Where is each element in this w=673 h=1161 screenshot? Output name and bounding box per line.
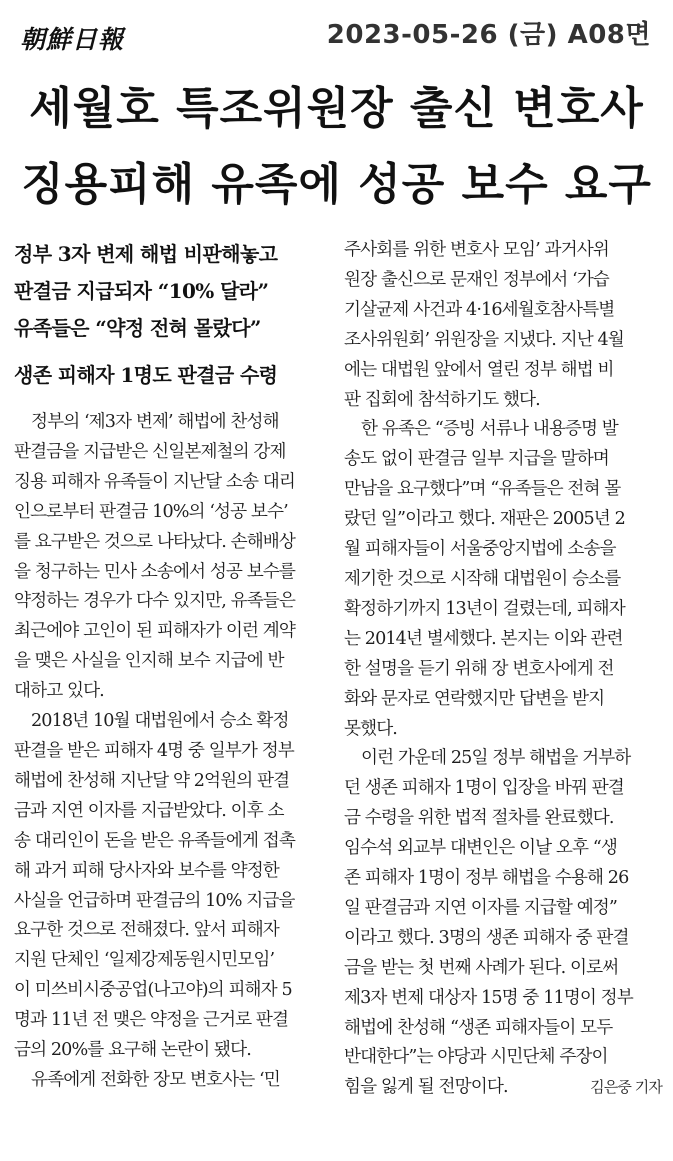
body-line: 판 집회에 참석하기도 했다.	[344, 389, 540, 410]
body-line: 요구한 것으로 전해졌다. 앞서 피해자	[14, 920, 279, 941]
body-line: 존 피해자 1명이 정부 해법을 수용해 26	[344, 868, 629, 889]
body-line: 만남을 요구했다”며 “유족들은 전혀 몰	[344, 479, 621, 500]
body-line: 약정하는 경우가 다수 있지만, 유족들은	[14, 591, 295, 612]
headline-line-1: 세월호 특조위원장 출신 변호사	[29, 83, 644, 134]
body-line: 2018년 10월 대법원에서 승소 확정	[31, 711, 289, 732]
body-line: 제3자 변제 대상자 15명 중 11명이 정부	[344, 987, 633, 1008]
body-line: 기살균제 사건과 4·16세월호참사특별	[344, 299, 615, 320]
body-line: 조사위원회’ 위원장을 지냈다. 지난 4월	[344, 329, 624, 350]
body-line: 송도 없이 판결금 일부 지급을 말하며	[344, 449, 609, 470]
body-line: 금을 받는 첫 번째 사례가 된다. 이로써	[344, 957, 619, 978]
body-line: 해 과거 피해 당사자와 보수를 약정한	[14, 860, 279, 881]
headline-line-2: 징용피해 유족에 성공 보수 요구	[21, 159, 652, 210]
body-line: 금의 20%를 요구해 논란이 됐다.	[14, 1040, 251, 1061]
body-line: 정부의 ‘제3자 변제’ 해법에 찬성해	[31, 412, 279, 432]
body-line: 대하고 있다.	[14, 681, 104, 702]
body-line: 일 판결금과 지연 이자를 지급할 예정”	[344, 897, 617, 918]
reporter-byline: 김은중 기자	[590, 1078, 662, 1097]
body-line: 던 생존 피해자 1명이 입장을 바꿔 판결	[344, 778, 624, 799]
body-line: 이 미쓰비시중공업(나고야)의 피해자 5	[14, 980, 292, 1001]
issue-date: 2023-05-26 (금) A08면	[326, 20, 651, 50]
body-line: 금과 지연 이자를 지급받았다. 이후 소	[14, 800, 284, 821]
body-line: 해법에 찬성해 “생존 피해자들이 모두	[344, 1017, 613, 1038]
body-line: 확정하기까지 13년이 걸렸는데, 피해자	[344, 598, 625, 619]
subhead-line: 생존 피해자 1명도 판결금 수령	[14, 363, 278, 387]
body-line: 는 2014년 별세했다. 본지는 이와 관련	[344, 628, 623, 649]
body-line: 금 수령을 위한 법적 절차를 완료했다.	[344, 808, 614, 829]
body-line: 명과 11년 전 맺은 약정을 근거로 판결	[14, 1010, 289, 1031]
article-column-right	[344, 236, 666, 1156]
body-line: 을 맺은 사실을 인지해 보수 지급에 반	[14, 651, 284, 672]
body-line: 한 설명을 듣기 위해 장 변호사에게 전	[344, 658, 614, 679]
body-line: 를 요구받은 것으로 나타났다. 손해배상	[14, 531, 295, 552]
body-line: 한 유족은 “증빙 서류나 내용증명 발	[361, 419, 618, 440]
subhead-line: 정부 3자 변제 해법 비판해놓고	[14, 242, 278, 266]
body-line: 최근에야 고인이 된 피해자가 이런 계약	[14, 621, 295, 642]
body-line: 에는 대법원 앞에서 열린 정부 해법 비	[344, 359, 614, 380]
body-line: 원장 출신으로 문재인 정부에서 ‘가습	[344, 269, 609, 290]
body-line: 화와 문자로 연락했지만 답변을 받지	[344, 688, 605, 709]
body-line: 사실을 언급하며 판결금의 10% 지급을	[14, 890, 295, 911]
body-line: 이런 가운데 25일 정부 해법을 거부하	[361, 748, 631, 769]
body-line: 지원 단체인 ‘일제강제동원시민모임’	[14, 950, 275, 971]
body-line: 임수석 외교부 대변인은 이날 오후 “생	[344, 838, 617, 859]
body-line: 제기한 것으로 시작해 대법원이 승소를	[344, 568, 621, 589]
newspaper-logo: 朝鮮日報	[20, 25, 125, 54]
masthead	[0, 0, 673, 60]
body-line: 판결금을 지급받은 신일본제철의 강제	[14, 441, 286, 462]
body-line: 인으로부터 판결금 10%의 ‘성공 보수’	[14, 501, 288, 522]
body-line: 징용 피해자 유족들이 지난달 소송 대리	[14, 471, 295, 492]
body-line: 해법에 찬성해 지난달 약 2억원의 판결	[14, 770, 290, 791]
subhead-line: 판결금 지급되자 “10% 달라”	[14, 279, 269, 303]
body-line: 월 피해자들이 서울중앙지법에 소송을	[344, 539, 616, 560]
body-line: 이라고 했다. 3명의 생존 피해자 중 판결	[344, 927, 629, 948]
article-column-left	[14, 236, 336, 1156]
body-line-text: 힘을 잃게 될 전망이다.	[344, 1077, 508, 1098]
body-line: 유족에게 전화한 장모 변호사는 ‘민	[31, 1069, 280, 1090]
body-line: 주사회를 위한 변호사 모임’ 과거사위	[344, 240, 609, 260]
body-line: 송 대리인이 돈을 받은 유족들에게 접촉	[14, 830, 295, 851]
body-line: 못했다.	[344, 718, 397, 739]
body-line: 랐던 일”이라고 했다. 재판은 2005년 2	[344, 509, 625, 530]
body-line: 반대한다”는 야당과 시민단체 주장이	[344, 1047, 608, 1068]
body-line: 을 청구하는 민사 소송에서 성공 보수를	[14, 561, 295, 582]
body-line: 판결을 받은 피해자 4명 중 일부가 정부	[14, 740, 294, 761]
subhead-line: 유족들은 “약정 전혀 몰랐다”	[14, 316, 261, 340]
body-line	[344, 1073, 666, 1103]
